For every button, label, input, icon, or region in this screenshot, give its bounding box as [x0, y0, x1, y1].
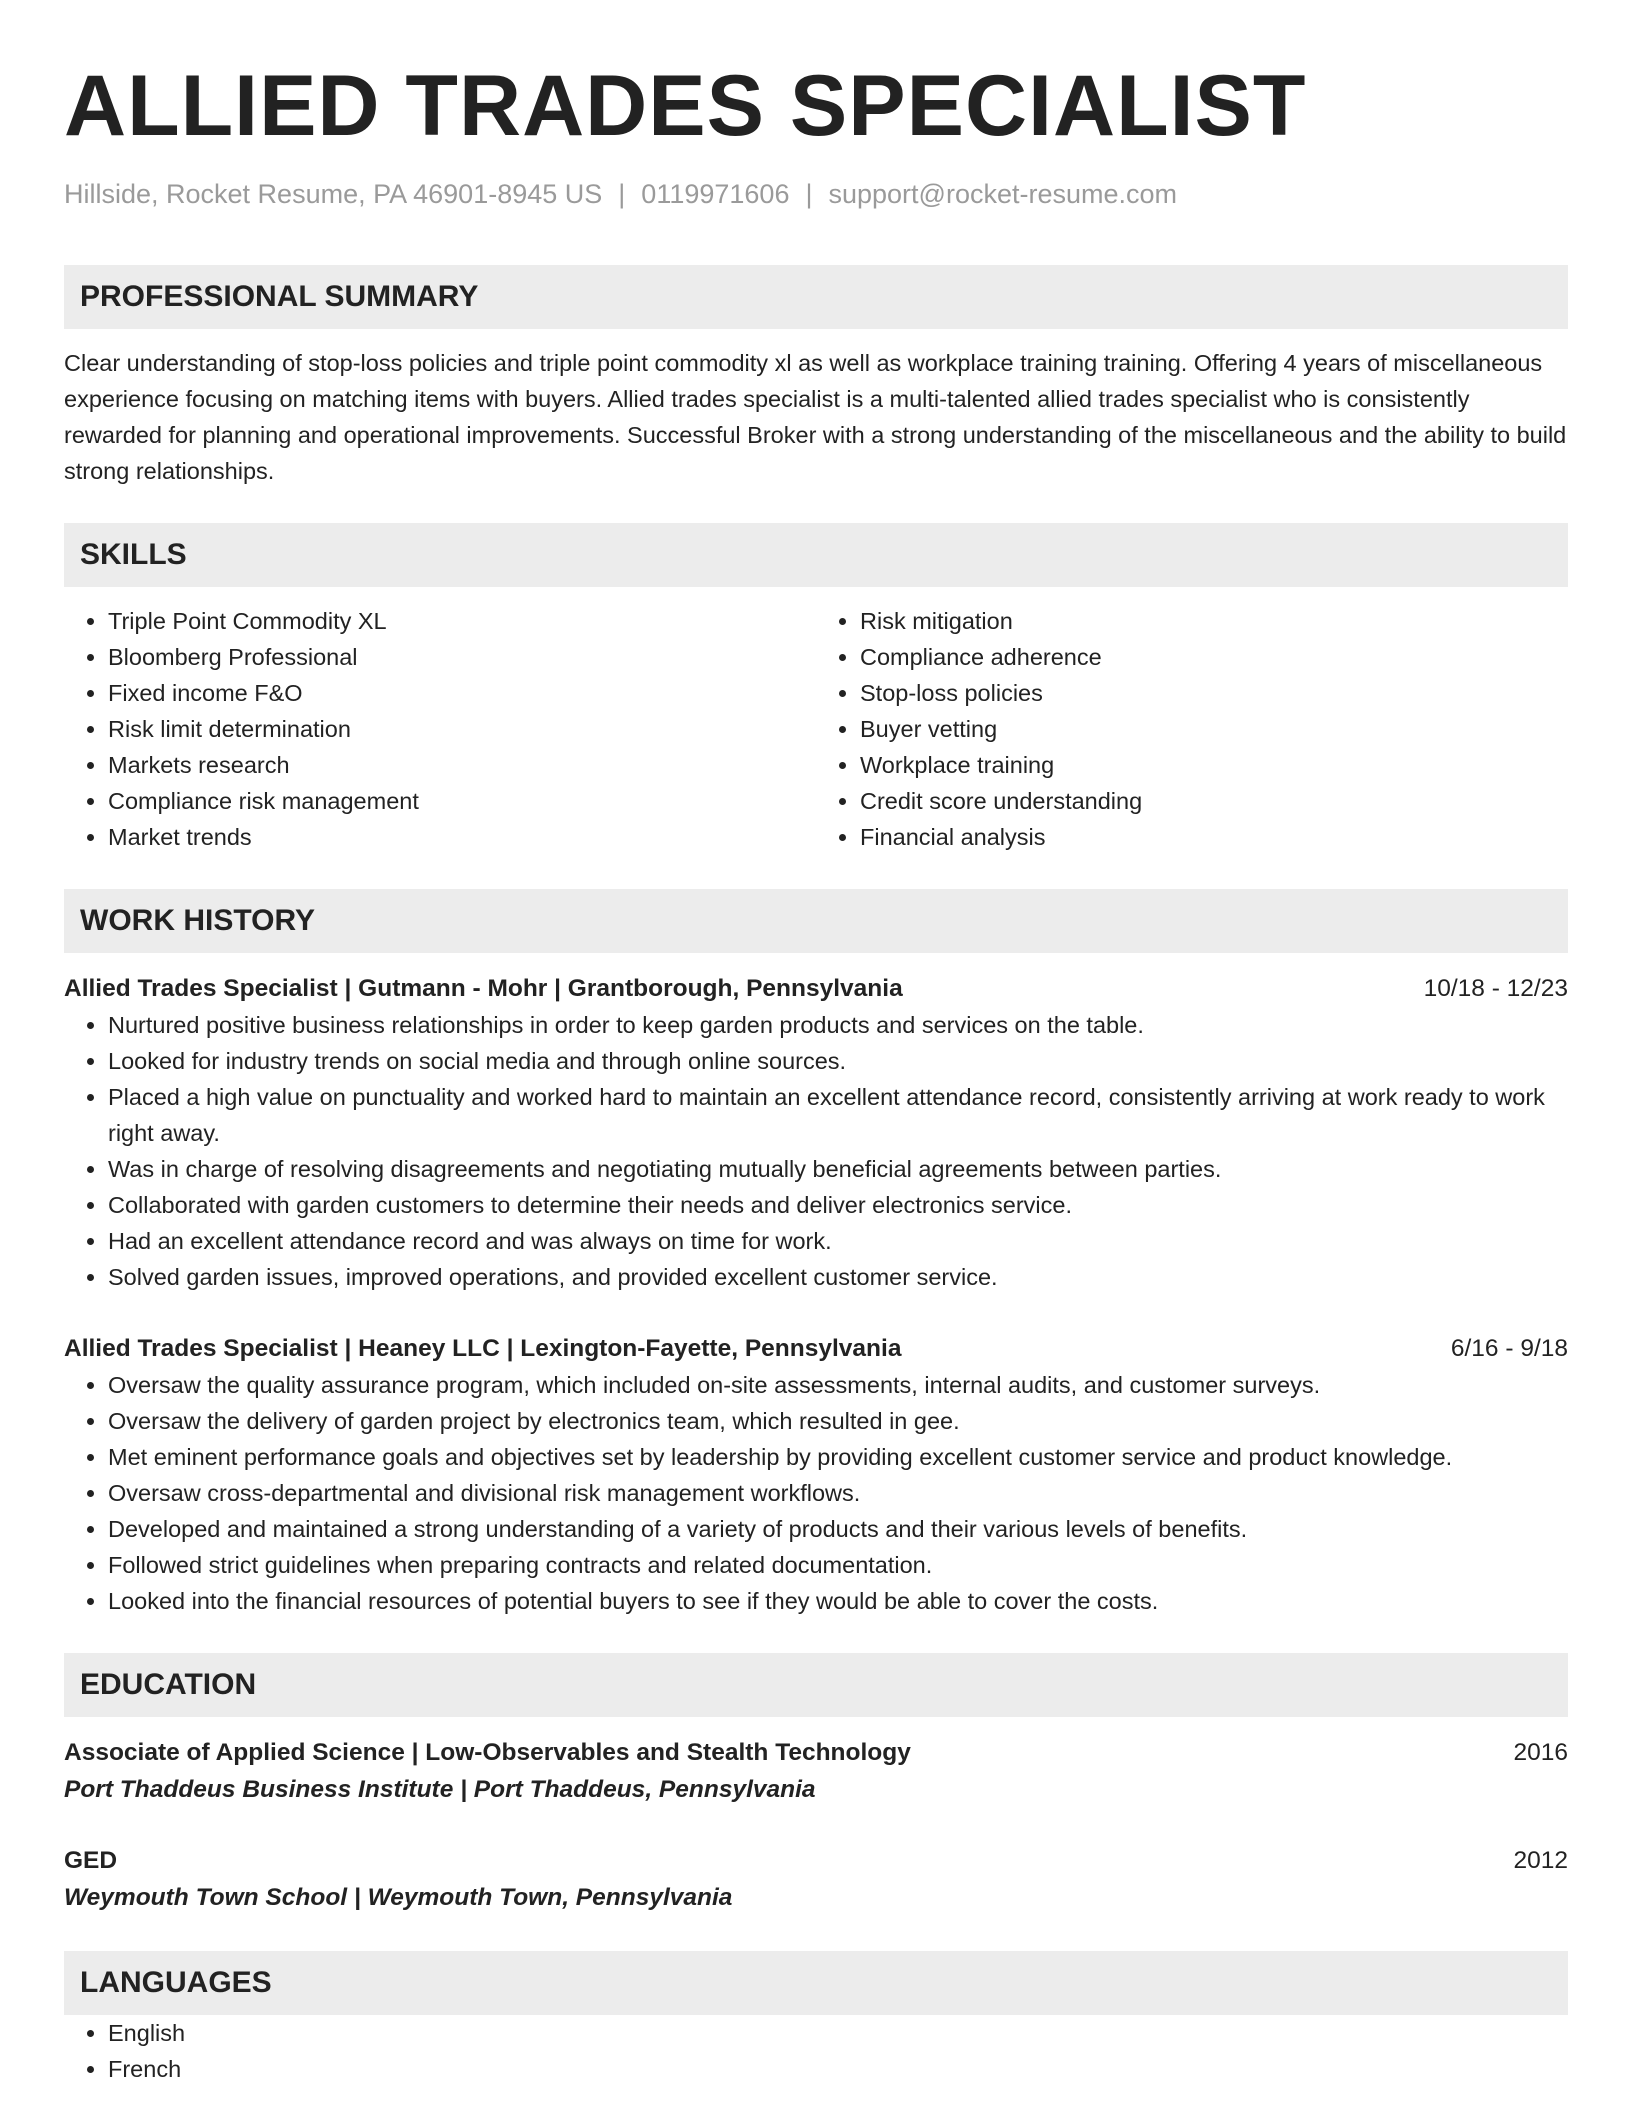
section-header-languages: LANGUAGES	[64, 1951, 1568, 2015]
education-year: 2012	[1513, 1846, 1568, 1874]
skill-item: • Risk limit determination	[108, 711, 816, 747]
skill-item: • Financial analysis	[860, 819, 1568, 855]
skill-item: • Fixed income F&O	[108, 675, 816, 711]
languages-list	[64, 2015, 1568, 2087]
job-bullet: • Looked for industry trends on social media and through online sources.	[108, 1043, 1568, 1079]
job-dates: 6/16 - 9/18	[1450, 1334, 1568, 1362]
job-bullet: • Collaborated with garden customers to determine their needs and deliver electronics service.	[108, 1187, 1568, 1223]
job-bullet: • Solved garden issues, improved operations, and provided excellent customer service.	[108, 1259, 1568, 1295]
skill-item: • Workplace training	[860, 747, 1568, 783]
job-dates: 10/18 - 12/23	[1423, 974, 1568, 1002]
skill-item: • Buyer vetting	[860, 711, 1568, 747]
skills-list-left	[64, 603, 816, 855]
skill-item: • Compliance risk management	[108, 783, 816, 819]
job-bullets	[64, 1007, 1568, 1295]
section-header-summary: PROFESSIONAL SUMMARY	[64, 265, 1568, 329]
job-header	[64, 971, 1568, 1007]
skill-item: • Bloomberg Professional	[108, 639, 816, 675]
education-entry-header	[64, 1843, 1568, 1879]
education-school: Weymouth Town School | Weymouth Town, Pennsylvania	[64, 1883, 733, 1911]
job-bullet: • Had an excellent attendance record and was always on time for work.	[108, 1223, 1568, 1259]
education-degree: Associate of Applied Science | Low-Observables and Stealth Technology	[64, 1738, 911, 1766]
section-header-skills: SKILLS	[64, 523, 1568, 587]
contact-email: support@rocket-resume.com	[828, 179, 1178, 210]
job-bullet: • Met eminent performance goals and objectives set by leadership by providing excellent customer service and product knowledge.	[108, 1439, 1568, 1475]
contact-phone: 0119971606	[641, 179, 790, 210]
job-title: Allied Trades Specialist | Heaney LLC | Lexington-Fayette, Pennsylvania	[64, 1334, 902, 1362]
education-school: Port Thaddeus Business Institute | Port Thaddeus, Pennsylvania	[64, 1775, 816, 1803]
skill-item: • Credit score understanding	[860, 783, 1568, 819]
skills-list-right	[816, 603, 1568, 855]
job-bullet: • Looked into the financial resources of potential buyers to see if they would be able to cover the costs.	[108, 1583, 1568, 1619]
job-header	[64, 1331, 1568, 1367]
section-header-education: EDUCATION	[64, 1653, 1568, 1717]
contact-line	[64, 177, 1568, 212]
education-entry-header	[64, 1735, 1568, 1771]
section-header-work: WORK HISTORY	[64, 889, 1568, 953]
skill-item: • Markets research	[108, 747, 816, 783]
contact-separator: |	[618, 179, 626, 210]
job-bullets	[64, 1367, 1568, 1619]
language-item: • French	[108, 2051, 1568, 2087]
job-bullet: • Was in charge of resolving disagreements and negotiating mutually beneficial agreements between parties.	[108, 1151, 1568, 1187]
skills-grid	[64, 603, 1568, 855]
skill-item: • Compliance adherence	[860, 639, 1568, 675]
job-bullet: • Placed a high value on punctuality and worked hard to maintain an excellent attendance record, consistently arriving at work ready to work right away.	[108, 1079, 1568, 1151]
summary-text: Clear understanding of stop-loss policies and triple point commodity xl as well as workplace training training. Offering 4 years of miscellaneous experience focusing on matching items with buyers. Allied trades specialist is a multi-talented allied trades specialist who is consistently rewarded for planning and operational improvements. Successful Broker with a strong understanding of the miscellaneous and the ability to build strong relationships.	[64, 349, 1567, 484]
skill-item: • Triple Point Commodity XL	[108, 603, 816, 639]
education-year: 2016	[1513, 1738, 1568, 1766]
job-bullet: • Developed and maintained a strong understanding of a variety of products and their various levels of benefits.	[108, 1511, 1568, 1547]
contact-address: Hillside, Rocket Resume, PA 46901-8945 US	[64, 179, 603, 210]
candidate-name: ALLIED TRADES SPECIALIST	[64, 58, 1307, 154]
education-degree: GED	[64, 1846, 118, 1874]
job-bullet: • Nurtured positive business relationships in order to keep garden products and services on the table.	[108, 1007, 1568, 1043]
contact-separator: |	[805, 179, 813, 210]
skill-item: • Risk mitigation	[860, 603, 1568, 639]
job-bullet: • Oversaw the quality assurance program, which included on-site assessments, internal audits, and customer surveys.	[108, 1367, 1568, 1403]
job-bullet: • Followed strict guidelines when preparing contracts and related documentation.	[108, 1547, 1568, 1583]
language-item: • English	[108, 2015, 1568, 2051]
job-bullet: • Oversaw cross-departmental and divisional risk management workflows.	[108, 1475, 1568, 1511]
skill-item: • Market trends	[108, 819, 816, 855]
skill-item: • Stop-loss policies	[860, 675, 1568, 711]
job-title: Allied Trades Specialist | Gutmann - Mohr | Grantborough, Pennsylvania	[64, 974, 903, 1002]
job-bullet: • Oversaw the delivery of garden project by electronics team, which resulted in gee.	[108, 1403, 1568, 1439]
